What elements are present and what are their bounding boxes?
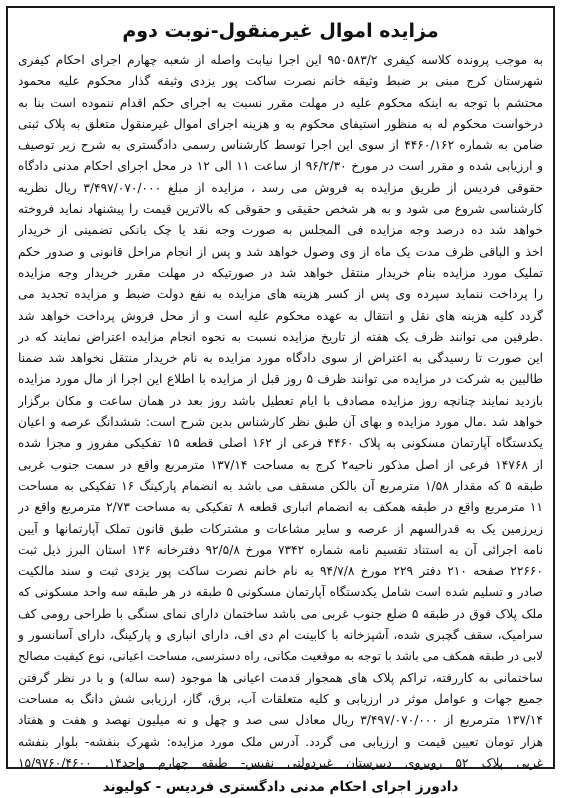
notice-line: بازدید نمایند چنانچه روز مزایده مصادف با ایام تعطیل باشد روز بعد در همان ساعت و مکان برگزار	[18, 393, 543, 408]
notice-line: نامه اجرائی آن به استناد تقسیم نامه شماره ۷۳۴۲ مورخ ۹۲/۵/۸ دفترخانه ۱۳۶ استان البرز ذیل ثبت	[18, 542, 543, 557]
notice-line: از ۱۴۷۶۸ فرعی از اصل مذکور ناحیه۲ کرج به مساحت ۱۳۷/۱۴ مترمربع واقع در سمت جنوب غربی	[18, 457, 543, 472]
notice-signature: دادورز اجرای احکام مدنی دادگستری فردیس - کولیوند	[102, 779, 459, 796]
notice-line: تملیک مورد مزایده بنام خریدار منتقل خواهد شد در صورتیکه در مهلت مقرر خریدار وجه مزایده	[18, 265, 543, 280]
notice-line: این صورت تا رسیدگی به اعتراض از سوی دادگاه مورد مزایده به نام خریدار منتقل نخواهد شد ضمنا	[18, 351, 543, 366]
notice-line: را پرداخت ننماید سپرده وی پس از کسر هزینه های مزایده به نفع دولت ضبط و مزایده تجدید می	[18, 287, 543, 302]
notice-line: طالبین به شرکت در مزایده می توانند ظرف ۵ روز قبل از مزایده با اطلاع این اجرا از مال مورد مزایده	[18, 372, 543, 387]
notice-line: ملک پلاک فوق در طبقه ۵ ضلع جنوب غربی می باشد ساختمان دارای نمای سنگی با طراحی رومی کف	[18, 606, 543, 621]
notice-line: ۱۳۷/۱۴ مترمربع از ۳/۴۹۷/۰۷۰/۰۰۰ ریال معادل سی صد و چهل و نه میلیون نهصد و هفت و هفتاد	[18, 713, 543, 728]
notice-line: درخواست محکوم له به منظور استیفای محکوم به و هزینه اجرای اموال غیرمنقول متعلق به پلاک ثبتی	[18, 116, 543, 131]
notice-line: هزار تومان تعیین قیمت و ارزیابی می گردد. آدرس ملک مورد مزایده: شهرک بنفشه- بلوار بنفشه	[18, 734, 543, 749]
notice-line: خواهد شد .مال مورد مزایده و بهای آن طبق نظر کارشناس بدین شرح است: ششدانگ عرصه و اعیان	[18, 415, 543, 430]
notice-line: ۲۲۶۶۰ صفحه ۲۱۰ دفتر ۲۲۹ مورخ ۹۴/۷/۸ به نام خانم نصرت ساکت پور یزدی ثبت و سند مالکیت	[18, 564, 543, 579]
notice-line: خواهد شد ده درصد وجه مزایده فی المجلس به صورت وجه نقد یا چک بانکی تضمینی از خریدار	[18, 223, 543, 238]
notice-line: حقوقی فردیس از طریق مزایده به فروش می رسد ، مزایده از مبلغ ۳/۴۹۷/۰۷۰/۰۰۰ ریال نظریه	[18, 180, 543, 195]
notice-line: به موجب پرونده کلاسه کیفری ۹۵۰۵۸۳/۲ این اجرا نیابت واصله از شعبه چهارم اجرای احکام کیفری	[18, 53, 543, 67]
notice-line: یکدستگاه آپارتمان مسکونی به پلاک ۴۴۶۰ فرعی از ۱۶۲ اصلی قطعه ۱۵ تفکیکی مفروز و مجزا شده	[18, 436, 543, 451]
notice-title: مزایده اموال غیرمنقول-نوبت دوم	[122, 20, 439, 42]
notice-line: ضامن به شماره ۴۴۶۰/۱۶۲ از سوی این اجرا توسط کارشناس رسمی دادگستری به شرح زیر توصیف	[18, 138, 543, 153]
notice-body	[18, 50, 543, 774]
notice-line: سرامیک، سقف گچبری شده، آشپزخانه با کابینت ام دی اف، دارای انباری و پارکینگ، دارای آسانسور و	[18, 628, 543, 643]
notice-line: و ارزیابی شده و مقرر است در مورخ ۹۶/۲/۳۰ از ساعت ۱۱ الی ۱۲ در محل اجرای احکام مدنی دادگاه	[18, 159, 543, 174]
notice-line: گردد کلیه هزینه های نقل و انتقال به عهده محکوم علیه است و از محل فروش پرداخت خواهد شد	[18, 308, 543, 323]
notice-line: .طرفین می توانند ظرف یک هفته از تاریخ مزایده نسبت به نحوه انجام مزایده اعتراض نمایند که در	[18, 329, 543, 344]
notice-line: اخذ و الباقی ظرف مدت یک ماه از وی وصول خواهد شد و پس از انجام مراحل قانونی و صدور حکم	[18, 244, 543, 259]
notice-line: لابی در طبقه همکف می باشد با توجه به موقعیت مکانی، راه دسترسی، مساحت اعیانی، نوع کیفیت مصالح	[18, 649, 543, 664]
notice-line: کارشناسی شروع می شود و به هر شخص حقیقی و حقوقی که بالاترین قیمت را پیشنهاد نماید فروخته	[18, 202, 543, 217]
legal-notice-box	[6, 6, 555, 796]
notice-line: ساختمانی به کاررفته، تراکم پلاک های همجوار قدمت اعیانی ها موجود (سه ساله) و با در نظر گرفتن	[18, 670, 543, 685]
notice-line: ۱۱ مترمربع واقع در طبقه همکف به انضمام انباری قطعه ۸ تفکیکی به مساحت ۲/۷۳ مترمربع واقع در	[18, 500, 543, 515]
notice-line: جمیع جهات و عوامل موثر در ارزیابی و کلیه متعلقات آب، برق، گاز، ارزیابی شش دانگ به مساحت	[18, 691, 543, 706]
notice-line: شهرستان کرج مبنی بر ضبط وثیقه خانم نصرت ساکت پور یزدی وثیقه گذار محکوم علیه محمود	[18, 74, 543, 89]
notice-line: طبقه ۵ که مقدار ۱/۵۸ مترمربع آن بالکن مسقف می باشد به انضمام پارکینگ ۱۶ تفکیکی به مساحت	[18, 478, 543, 493]
notice-line: صادر و تسلیم شده است شامل یکدستگاه آپارتمان مسکونی ۵ طبقه در هر طبقه سه واحد مسکونی که	[18, 585, 543, 600]
notice-line: زیرزمین یک به قدرالسهم از عرصه و سایر مشاعات و مشترکات طبق قانون تملک آپارتمانها و آیین	[18, 521, 543, 536]
notice-line: محتشم با توجه به اینکه محکوم علیه در مهلت مقرر نسبت به اجرای حکم اقدام ننموده است بنا به	[18, 95, 543, 110]
notice-line: غربی پلاک ۵۲ روبروی دبیرستان غیردولتی نفیس- طبقه چهارم واحد۱۴. ۱۵/۹۷۶۰/۴۶۰۰	[18, 755, 543, 770]
